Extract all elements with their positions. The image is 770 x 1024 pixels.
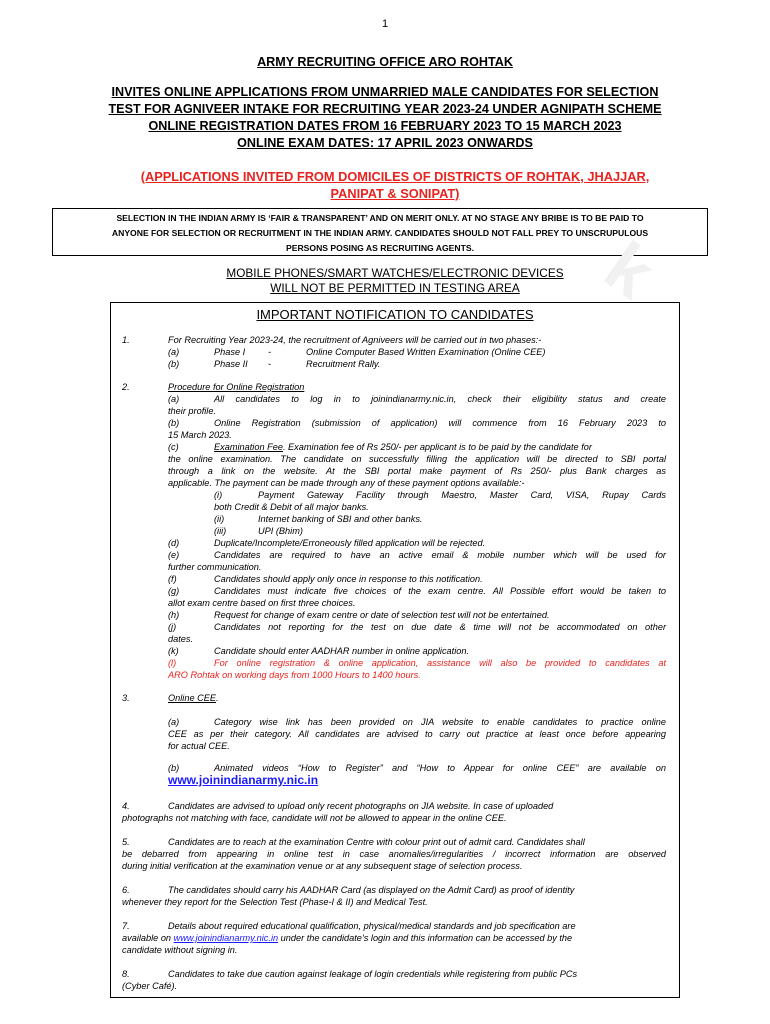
item-2h-text: Request for change of exam centre or date of selection test will not be entertained. [214,610,550,620]
section-7-number: 7. [122,921,130,931]
section-7-line-2a: available on [122,933,174,943]
item-3a-line-3: for actual CEE. [168,741,230,751]
item-2cii-label: (ii) [214,514,225,524]
item-3a-label: (a) [168,717,180,727]
phase-1-name: Phase I [214,347,246,357]
devices-line-1: MOBILE PHONES/SMART WATCHES/ELECTRONIC DEVICES [226,266,564,280]
item-2b-line-1: Online Registration (submission of application) will commence from 16 February 2023 to [214,418,666,428]
phase-2-name: Phase II [214,359,248,369]
item-2l-line-2: ARO Rohtak on working days from 1000 Hours to 1400 hours. [168,670,421,680]
section-8-number: 8. [122,969,130,979]
item-2ci-label: (i) [214,490,223,500]
item-2a-label: (a) [168,394,180,404]
item-2c-line-1 [214,441,666,453]
section-6-line-2: whenever they report for the Selection Test (Phase-I & II) and Medical Test. [122,897,428,907]
item-2g-label: (g) [168,586,180,596]
item-2d-text: Duplicate/Incomplete/Erroneously filled application will be rejected. [214,538,486,548]
item-2e-line-2: further communication. [168,562,262,572]
exam-fee-heading: Examination Fee [214,442,283,452]
section-7-line-1 [122,920,666,932]
section-7-text: Details about required educational qualification, physical/medical standards and job specification are [168,921,576,931]
notification-title: IMPORTANT NOTIFICATION TO CANDIDATES [256,307,534,322]
devices-line-2: WILL NOT BE PERMITTED IN TESTING AREA [270,281,520,295]
item-2e-label: (e) [168,550,180,560]
office-title: ARMY RECRUITING OFFICE ARO ROHTAK [257,55,513,69]
notice-line-3: PERSONS POSING AS RECRUITING AGENTS. [286,243,474,253]
phase-1-desc: Online Computer Based Written Examination (Online CEE) [306,347,546,357]
item-3a-line-2: CEE as per their category. All candidates are advised to carry out practice at least once before appearing [168,729,666,739]
item-2b-label: (b) [168,418,180,428]
watermark: k [591,226,668,314]
item-2g-line-1: Candidates must indicate five choices of the exam centre. All Possible effort would be taken to [214,586,666,596]
item-2j-line-1: Candidates not reporting for the test on due date & time will not be accommodated on other [214,622,666,632]
joinindianarmy-link[interactable]: www.joinindianarmy.nic.in [168,773,319,787]
section-7-line-3: candidate without signing in. [122,945,238,955]
phase-1-label: (a) [168,347,180,357]
page-number: 1 [381,18,389,30]
item-2e-line-1: Candidates are required to have an active email & mobile number which will be used for [214,550,666,560]
item-2l-line-1: For online registration & online application, assistance will also be provided to candidates at [214,658,666,668]
section-6-number: 6. [122,885,130,895]
section-7-line-2b: under the candidate’s login and this information can be accessed by the [278,933,573,943]
section-4-line-2: photographs not matching with face, candidate will not be allowed to appear in the online CEE. [122,813,507,823]
section-5-line-3: during initial verification at the examination venue or at any subsequent stage of selection process. [122,861,523,871]
section-5-text: Candidates are to reach at the examination Centre with colour print out of admit card. Candidates shall [168,837,585,847]
phase-1-dash: - [268,347,272,357]
online-cee-heading: Online CEE [168,693,217,703]
section-6-text: The candidates should carry his AADHAR Card (as displayed on the Admit Card) as proof of identity [168,885,575,895]
section-8-line-1 [122,968,666,980]
header-line-1: INVITES ONLINE APPLICATIONS FROM UNMARRIED MALE CANDIDATES FOR SELECTION [111,85,659,99]
header-line-2: TEST FOR AGNIVEER INTAKE FOR RECRUITING YEAR 2023-24 UNDER AGNIPATH SCHEME [108,102,662,116]
section-4-number: 4. [122,801,130,811]
domicile-line-1: (APPLICATIONS INVITED FROM DOMICILES OF DISTRICTS OF ROHTAK, JHAJJAR, [140,169,650,184]
joinindianarmy-inline-link[interactable]: www.joinindianarmy.nic.in [173,933,279,943]
item-2c-line-2: the online examination. The candidate on successfully filling the application will be directed to SBI portal [168,454,666,464]
notice-line-1: SELECTION IN THE INDIAN ARMY IS ‘FAIR & TRANSPARENT’ AND ON MERIT ONLY. AT NO STAGE ANY BRIBE IS TO BE PAID TO [116,213,644,223]
section-8-line-2: (Cyber Café). [122,981,178,991]
anti-bribe-notice [52,208,708,256]
exam-fee-text: . Examination fee of Rs 250/- per applicant is to be paid by the candidate for [282,442,592,452]
section-4-text: Candidates are advised to upload only recent photographs on JIA website. In case of uploaded [168,801,554,811]
item-2k-text: Candidate should enter AADHAR number in online application. [214,646,470,656]
section-7-line-2 [122,932,666,944]
section-5-number: 5. [122,837,130,847]
phase-2-desc: Recruitment Rally. [306,359,381,369]
item-3a-line-1: Category wise link has been provided on JIA website to enable candidates to practice online [214,717,666,727]
section-3-number: 3. [122,693,130,703]
section-4-line-1 [122,800,666,812]
item-2cii-text: Internet banking of SBI and other banks. [258,514,423,524]
section-5-line-2: be debarred from appearing in online test in case anomalies/irregularities / incorrect information are observed [122,849,666,859]
item-2h-label: (h) [168,610,180,620]
item-2ciii-text: UPI (Bhim) [258,526,303,536]
header-line-4: ONLINE EXAM DATES: 17 APRIL 2023 ONWARDS [237,136,533,150]
section-1-number: 1. [122,335,130,345]
item-2k-label: (k) [168,646,179,656]
header-line-3: ONLINE REGISTRATION DATES FROM 16 FEBRUARY 2023 TO 15 MARCH 2023 [148,119,622,133]
phase-2-dash: - [268,359,272,369]
item-2j-line-2: dates. [168,634,194,644]
section-2-number: 2. [122,382,130,392]
section-3-heading [168,692,219,704]
item-2f-text: Candidates should apply only once in response to this notification. [214,574,483,584]
item-2ci-line-2: both Credit & Debit of all major banks. [214,502,369,512]
item-2a-line-1: All candidates to log in to joinindianarmy.nic.in, check their eligibility status and create [214,394,666,404]
item-2a-line-2: their profile. [168,406,217,416]
notice-line-2: ANYONE FOR SELECTION OR RECRUITMENT IN THE INDIAN ARMY. CANDIDATES SHOULD NOT FALL PREY TO UNSCRUPULOUS [111,228,649,238]
online-cee-heading-dot: . [216,693,219,703]
item-2g-line-2: allot exam centre based on first three choices. [168,598,356,608]
item-2f-label: (f) [168,574,177,584]
phase-2-label: (b) [168,359,180,369]
item-2c-line-4: applicable. The payment can be made through any of these payment options available:- [168,478,525,488]
section-6-line-1 [122,884,666,896]
item-2ciii-label: (iii) [214,526,227,536]
item-2b-line-2: 15 March 2023. [168,430,232,440]
item-2d-label: (d) [168,538,180,548]
item-2ci-line-1: Payment Gateway Facility through Maestro, Master Card, VISA, Rupay Cards [258,490,666,500]
item-3b-line-1: Animated videos “How to Register” and “How to Appear for online CEE” are available on [214,763,666,773]
section-1-text: For Recruiting Year 2023-24, the recruitment of Agniveers will be carried out in two phases:- [168,335,542,345]
section-8-text: Candidates to take due caution against leakage of login credentials while registering from public PCs [168,969,578,979]
section-5-line-1 [122,836,666,848]
section-2-heading: Procedure for Online Registration [168,382,305,392]
item-3b-label: (b) [168,763,180,773]
item-2c-label: (c) [168,442,179,452]
item-2j-label: (j) [168,622,177,632]
domicile-line-2: PANIPAT & SONIPAT) [330,186,460,201]
item-2l-label: (l) [168,658,177,668]
item-2c-line-3: through a link on the website. At the SBI portal make payment of Rs 250/- plus Bank charges as [168,466,666,476]
